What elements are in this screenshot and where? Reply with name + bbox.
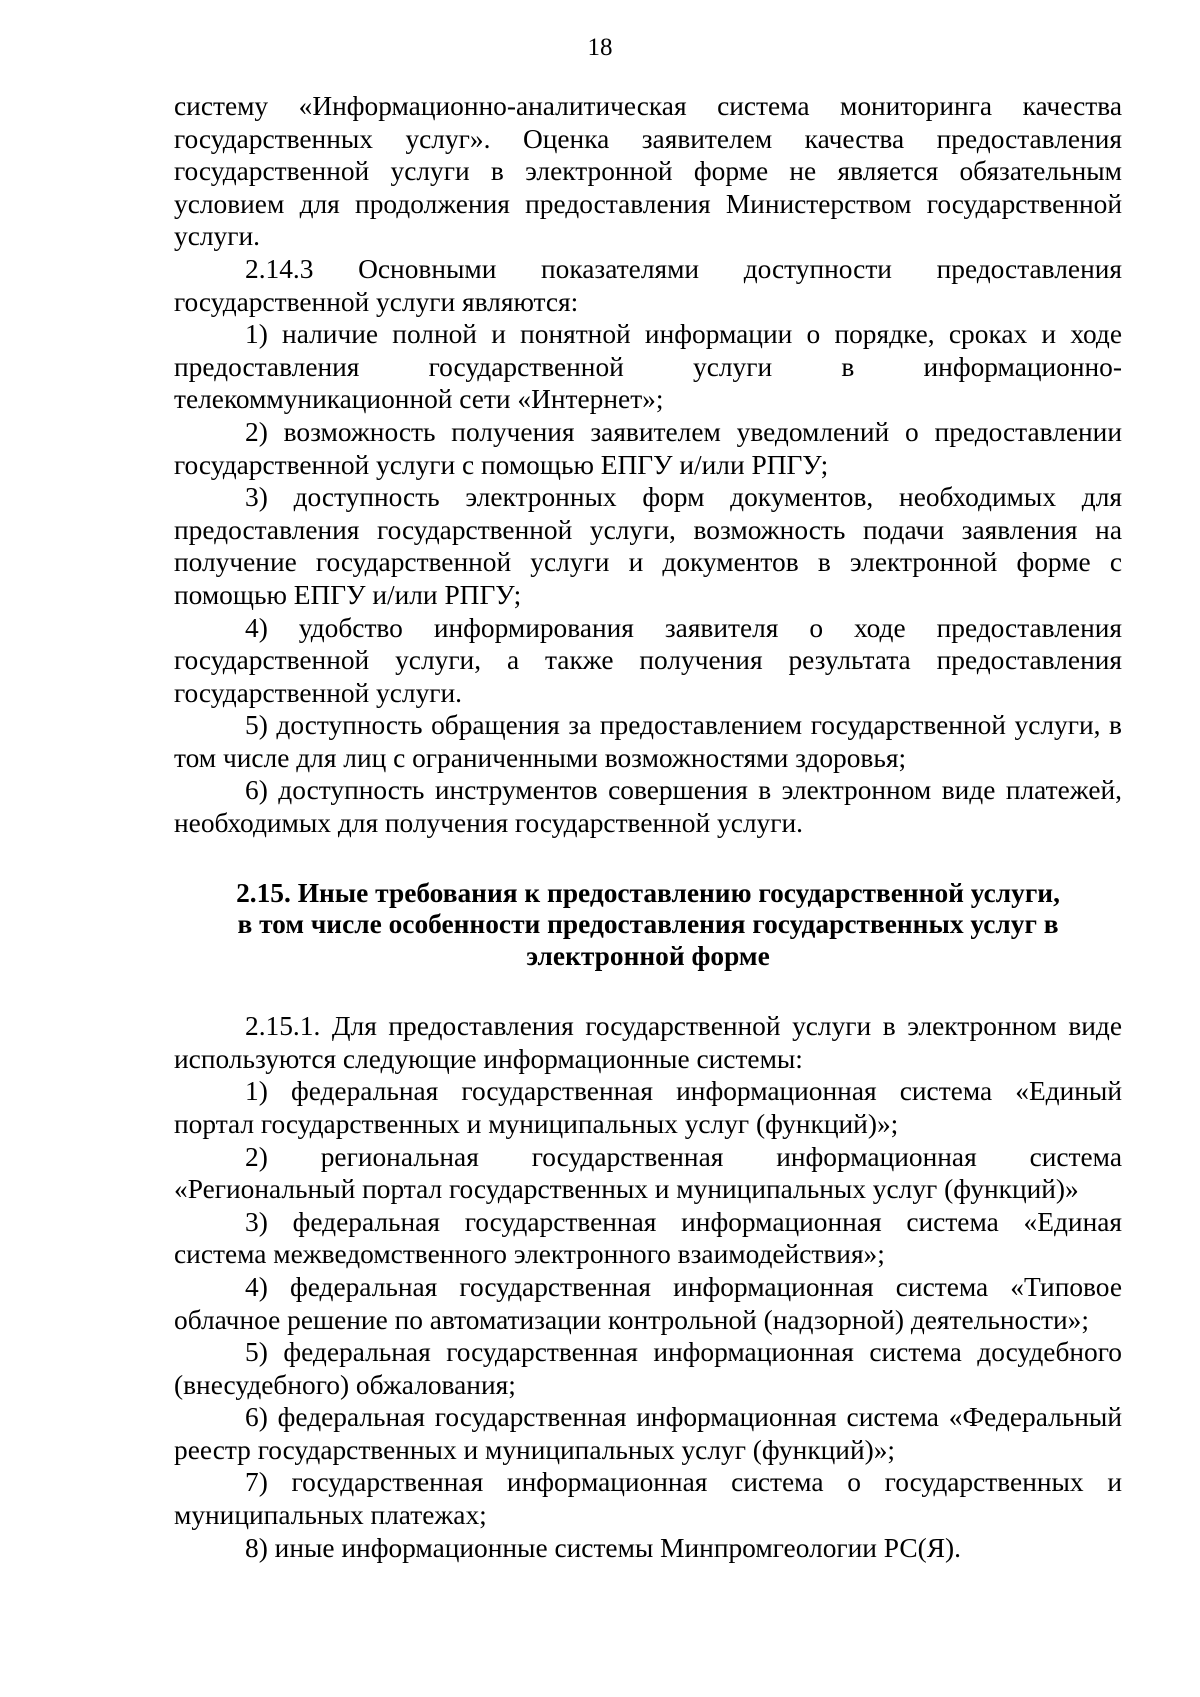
paragraph-2-15-1: 2.15.1. Для предоставления государственной услуги в электронном виде используются следующие информационные системы: — [174, 1011, 1122, 1074]
list-item-accessibility-3: 3) доступность электронных форм документов, необходимых для предоставления государственной услуги, возможность подачи заявления на получение государственной услуги и документов в электронной форме с помощью ЕПГУ и/или РПГУ; — [174, 482, 1122, 610]
list-item-system-4: 4) федеральная государственная информационная система «Типовое облачное решение по автоматизации контрольной (надзорной) деятельности»; — [174, 1271, 1122, 1335]
section-heading-2-15 — [174, 878, 1122, 973]
list-item-accessibility-5: 5) доступность обращения за предоставлением государственной услуги, в том числе для лиц с ограниченными возможностями здоровья; — [174, 710, 1122, 773]
list-item-system-1: 1) федеральная государственная информационная система «Единый портал государственных и муниципальных услуг (функций)»; — [174, 1076, 1122, 1139]
list-item-accessibility-4: 4) удобство информирования заявителя о ходе предоставления государственной услуги, а также получения результата предоставления государственной услуги. — [174, 612, 1122, 708]
page-number: 18 — [587, 34, 613, 61]
list-item-system-6: 6) федеральная государственная информационная система «Федеральный реестр государственных и муниципальных услуг (функций)»; — [174, 1402, 1122, 1465]
document-body — [174, 90, 1122, 1564]
list-item-accessibility-6: 6) доступность инструментов совершения в электронном виде платежей, необходимых для получения государственной услуги. — [174, 775, 1122, 839]
paragraph-2-14-3: 2.14.3 Основными показателями доступности предоставления государственной услуги являются: — [174, 253, 1122, 317]
list-item-system-3: 3) федеральная государственная информационная система «Единая система межведомственного электронного взаимодействия»; — [174, 1206, 1122, 1270]
heading-line-3: электронной форме — [526, 940, 770, 971]
list-item-system-7: 7) государственная информационная система о государственных и муниципальных платежах; — [174, 1467, 1122, 1531]
paragraph-intro: систему «Информационно-аналитическая система мониторинга качества государственных услуг». Оценка заявителем качества предоставления государственной услуги в электронной форме не является обязательным условием для продолжения предоставления Министерством государственной услуги. — [174, 91, 1122, 252]
heading-line-2: в том числе особенности предоставления государственных услуг в — [237, 909, 1059, 940]
list-item-system-2: 2) региональная государственная информационная система «Региональный портал государственных и муниципальных услуг (функций)» — [174, 1141, 1122, 1205]
list-item-system-8: 8) иные информационные системы Минпромгеологии РС(Я). — [245, 1532, 962, 1563]
heading-line-1: 2.15. Иные требования к предоставлению государственной услуги, — [236, 877, 1060, 908]
list-item-accessibility-2: 2) возможность получения заявителем уведомлений о предоставлении государственной услуги с помощью ЕПГУ и/или РПГУ; — [174, 416, 1122, 480]
list-item-accessibility-1: 1) наличие полной и понятной информации о порядке, сроках и ходе предоставления государственной услуги в информационно-телекоммуникационной сети «Интернет»; — [174, 319, 1122, 415]
list-item-system-5: 5) федеральная государственная информационная система досудебного (внесудебного) обжалования; — [174, 1337, 1122, 1400]
